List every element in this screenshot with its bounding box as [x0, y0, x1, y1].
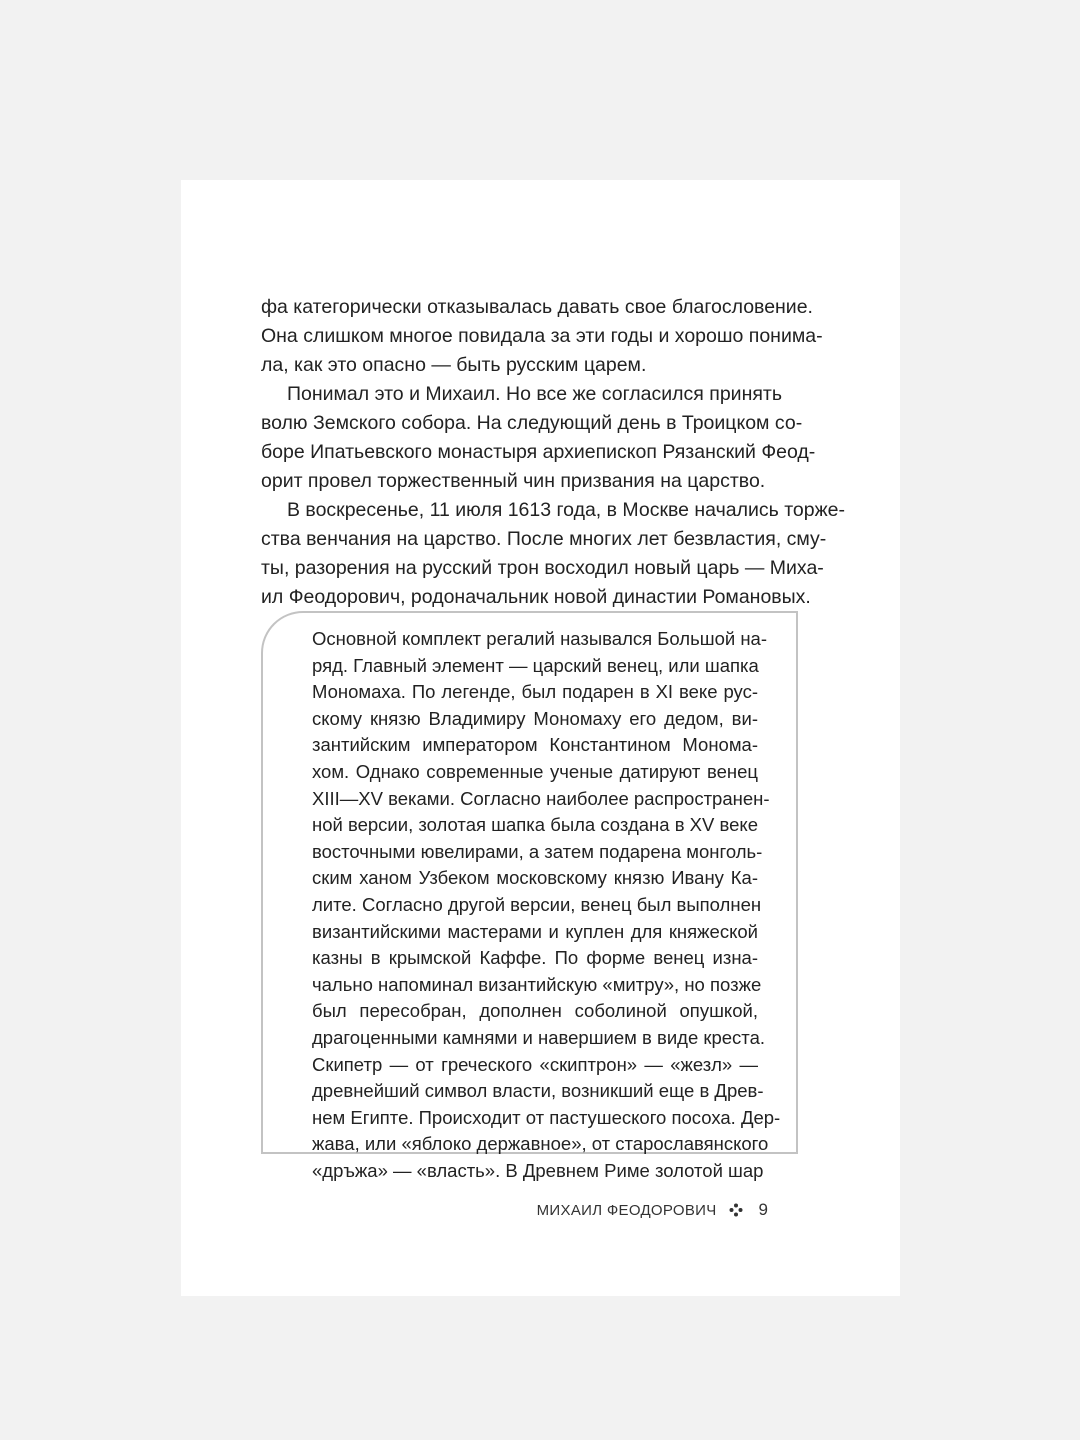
sidebar-line: ским ханом Узбеком московскому князю Ивану Ка-: [312, 867, 758, 889]
text-line: орит провел торжественный чин призвания на царство.: [261, 470, 766, 492]
text-line: В воскресенье, 11 июля 1613 года, в Москве начались торже-: [287, 499, 845, 521]
sidebar-line: драгоценными камнями и навершием в виде креста.: [312, 1026, 766, 1048]
sidebar-line: Скипетр — от греческого «скиптрон» — «жезл» —: [312, 1053, 758, 1075]
sidebar-text: [312, 626, 781, 1184]
sidebar-line: древнейший символ власти, возникший еще в Древ-: [312, 1080, 764, 1102]
sidebar-line: византийскими мастерами и куплен для княжеской: [312, 920, 758, 942]
sidebar-line: восточными ювелирами, а затем подарена монголь-: [312, 840, 763, 862]
sidebar-line: зантийским императором Константином Монома-: [312, 734, 758, 756]
paragraph-2: [261, 380, 816, 496]
text-line: Понимал это и Михаил. Но все же согласился принять: [287, 383, 782, 405]
text-line: фа категорически отказывалась давать свое благословение.: [261, 296, 813, 318]
main-text: [261, 293, 845, 612]
four-dot-ornament-icon: [729, 1203, 743, 1217]
paragraph-1: [261, 293, 823, 380]
sidebar-line: Основной комплект регалий назывался Большой на-: [312, 628, 768, 649]
sidebar-line: XIII—XV веками. Согласно наиболее распространен-: [312, 787, 770, 809]
sidebar-line: хом. Однако современные ученые датируют венец: [312, 760, 758, 782]
text-line: ства венчания на царство. После многих лет безвластия, сму-: [261, 528, 827, 550]
sidebar-line: «дръжа» — «власть». В Древнем Риме золотой шар: [312, 1159, 764, 1181]
sidebar-line: Мономаха. По легенде, был подарен в XI веке рус-: [312, 681, 758, 703]
sidebar-line: лите. Согласно другой версии, венец был выполнен: [312, 893, 762, 915]
page-number: 9: [758, 1200, 768, 1219]
sidebar-line: чально напоминал византийскую «митру», но позже: [312, 973, 762, 995]
sidebar-line: ной версии, золотая шапка была создана в XV веке: [312, 814, 758, 836]
text-line: волю Земского собора. На следующий день в Троицком со-: [261, 412, 803, 434]
sidebar-line: казны в крымской Каффе. По форме венец изна-: [312, 947, 758, 969]
sidebar-line: скому князю Владимиру Мономаху его дедом, ви-: [312, 707, 758, 729]
paragraph-3: [261, 496, 845, 612]
sidebar-line: ряд. Главный элемент — царский венец, или шапка: [312, 654, 759, 676]
sidebar-line: жава, или «яблоко державное», от старославянского: [312, 1133, 769, 1155]
sidebar-line: был пересобран, дополнен соболиной опушкой,: [312, 1000, 758, 1022]
running-head: МИХАИЛ ФЕОДОРОВИЧ: [536, 1201, 717, 1219]
sidebar-line: нем Египте. Происходит от пастушеского посоха. Дер-: [312, 1106, 781, 1128]
text-line: ты, разорения на русский трон восходил новый царь — Миха-: [261, 557, 824, 579]
text-line: Она слишком многое повидала за эти годы и хорошо понима-: [261, 325, 823, 347]
text-line: ил Феодорович, родоначальник новой династии Романовых.: [261, 586, 811, 608]
text-line: ла, как это опасно — быть русским царем.: [261, 354, 647, 376]
text-line: боре Ипатьевского монастыря архиепископ Рязанский Феод-: [261, 441, 816, 463]
page-footer: [537, 1198, 768, 1222]
